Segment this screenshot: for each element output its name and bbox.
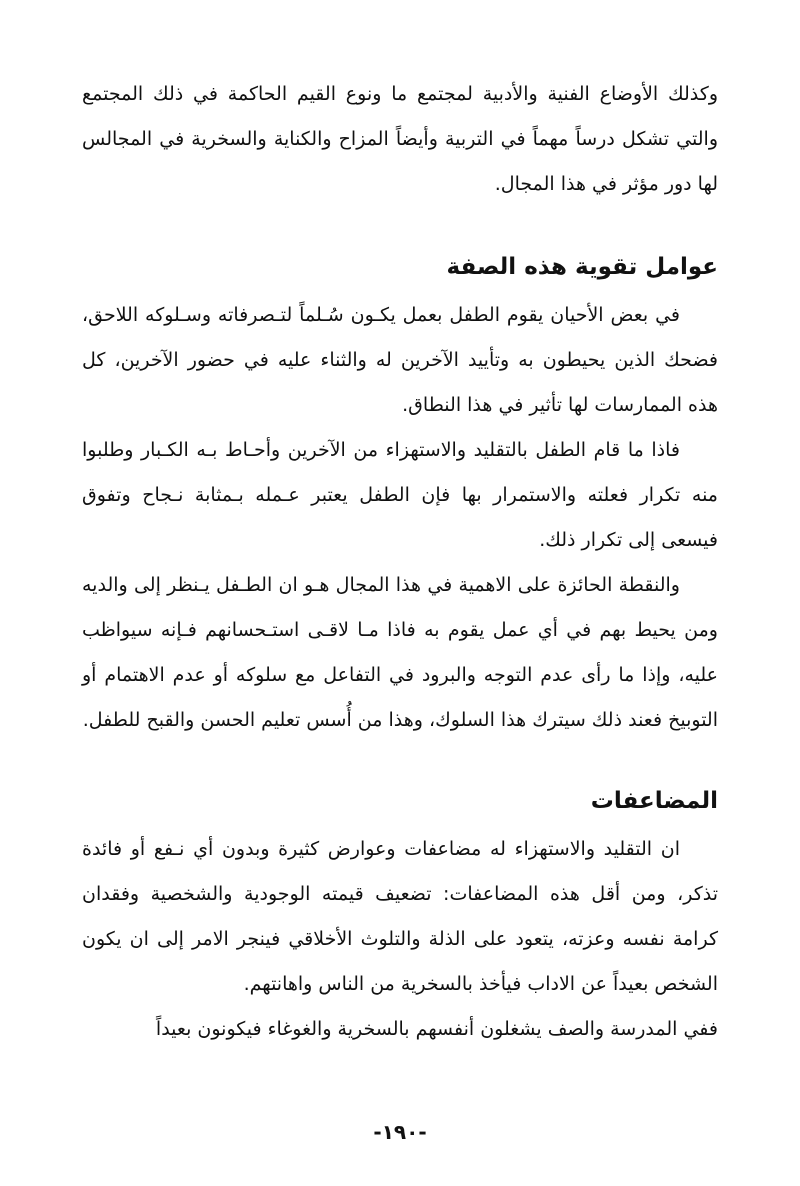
paragraph-6: ففي المدرسة والصف يشغلون أنفسهم بالسخرية والغوغاء فيكونون بعيداً (155, 1018, 718, 1040)
section-heading-complications: المضاعفات (590, 788, 718, 814)
paragraph-4: والنقطة الحائزة على الاهمية في هذا المجال هـو ان الطـفل يـنظر إلى والديه ومن يحيط بهم في أي عمل يقوم به فاذا مـا لاقـى استـحسانهم فـإنه سيواظب عليه، وإذا ما رأى عدم التوجه والبرود في التفاعل مع سلوكه أو عدم الاهتمام أو التوبيخ فعند ذلك سيترك هذا السلوك، وهذا من أُسس تعليم الحسن والقبح للطفل. (82, 574, 718, 731)
paragraph-5: ان التقليد والاستهزاء له مضاعفات وعوارض كثيرة وبدون أي نـفع أو فائدة تذكر، ومن أقل هذه المضاعفات: تضعيف قيمته الوجودية والشخصية وفقدان كرامة نفسه وعزته، يتعود على الذلة والتلوث الأخلاقي فينجر الامر إلى ان يكون الشخص بعيداً عن الاداب فيأخذ بالسخرية من الناس واهانتهم. (82, 838, 718, 995)
paragraph-3: فاذا ما قام الطفل بالتقليد والاستهزاء من الآخرين وأحـاط بـه الكـبار وطلبوا منه تكرار فعلته والاستمرار بها فإن الطفل يعتبر عـمله بـمثابة نـجاح وتفوق فيسعى إلى تكرار ذلك. (82, 439, 718, 551)
paragraph-2: في بعض الأحيان يقوم الطفل بعمل يكـون سُـلماً لتـصرفاته وسـلوكه اللاحق، فضحك الذين يحيطون به وتأييد الآخرين له والثناء عليه في حضور الآخرين، كل هذه الممارسات لها تأثير في هذا النطاق. (82, 304, 718, 416)
section-heading-strengthening-factors: عوامل تقوية هذه الصفة (446, 254, 718, 280)
paragraph-1: وكذلك الأوضاع الفنية والأدبية لمجتمع ما ونوع القيم الحاكمة في ذلك المجتمع والتي تشكل درساً مهماً في التربية وأيضاً المزاح والكناية والسخرية في المجالس لها دور مؤثر في هذا المجال. (82, 83, 718, 195)
page-number: -١٩٠- (373, 1120, 427, 1144)
page-body (82, 72, 718, 1052)
